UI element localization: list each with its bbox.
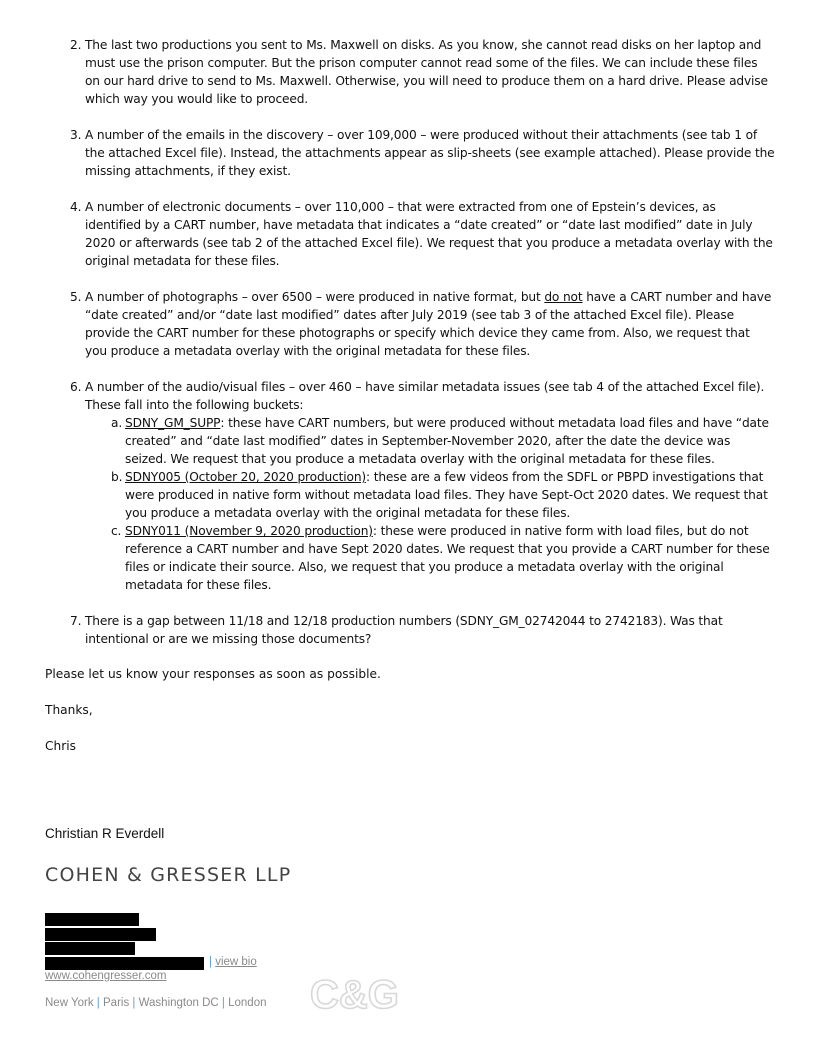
- view-bio-line: [209, 956, 257, 968]
- closing-thanks: Thanks,: [45, 703, 93, 717]
- item-number: 3.: [70, 128, 82, 142]
- separator: |: [221, 997, 225, 1009]
- sub-item-letter: b.: [111, 470, 123, 484]
- office-london: London: [228, 997, 267, 1009]
- redaction-bar: [45, 942, 135, 955]
- list-item-4: [45, 198, 775, 270]
- redaction-bar: [45, 928, 156, 941]
- firm-name: COHEN & GRESSER LLP: [45, 864, 292, 886]
- item-text: A number of electronic documents – over 110,000 – that were extracted from one of Epstein’s devices, as identified by a CART number, have metadata that indicates a “date created” or “date last modified” date in July 2020 or afterwards (see tab 2 of the attached Excel file). We request that you produce a metadata overlay with the original metadata for these files.: [85, 200, 773, 268]
- separator: |: [96, 997, 100, 1009]
- svg-text:C&G: C&G: [310, 973, 399, 1017]
- item-text: There is a gap between 11/18 and 12/18 production numbers (SDNY_GM_02742044 to 2742183). Was that intentional or are we missing those documents?: [85, 614, 723, 646]
- item-text: A number of photographs – over 6500 – were produced in native format, but: [85, 290, 545, 304]
- list-item-3: [45, 126, 775, 180]
- redaction-bar: [45, 913, 139, 926]
- numbered-list: [45, 36, 775, 648]
- closing-name: Chris: [45, 739, 76, 753]
- list-item-2: [45, 36, 775, 108]
- list-item-7: [45, 612, 775, 648]
- separator: |: [209, 956, 212, 968]
- item-text: The last two productions you sent to Ms. Maxwell on disks. As you know, she cannot read disks on her laptop and must use the prison computer. But the prison computer cannot read some of the files. We can include these files on our hard drive to send to Ms. Maxwell. Otherwise, you will need to produce them on a hard drive. Please advise which way you would like to proceed.: [85, 38, 768, 106]
- firm-logo-icon: [310, 970, 399, 1018]
- sub-item-a: [45, 414, 775, 468]
- closing-request: Please let us know your responses as soon as possible.: [45, 667, 381, 681]
- item-number: 6.: [70, 380, 82, 394]
- item-text: have a CART number and have “date created” and/or “date last modified” dates after July 2019 (see tab 3 of the attached Excel file). Please provide the CART number for these photographs or specify which device they came from. Also, we request that you produce a metadata overlay with the original metadata for these files.: [85, 290, 772, 358]
- sub-item-letter: a.: [111, 416, 123, 430]
- sub-item-label: SDNY011 (November 9, 2020 production): [125, 524, 373, 538]
- sub-item-c: [45, 522, 775, 594]
- item-number: 5.: [70, 290, 82, 304]
- view-bio-link[interactable]: view bio: [215, 956, 257, 968]
- separator: |: [132, 997, 136, 1009]
- item-number: 4.: [70, 200, 82, 214]
- item-number: 2.: [70, 38, 82, 52]
- item-text: A number of the audio/visual files – over 460 – have similar metadata issues (see tab 4 of the attached Excel file). These fall into the following buckets:: [85, 380, 765, 412]
- sub-item-label: SDNY_GM_SUPP: [125, 416, 221, 430]
- office-washington: Washington DC: [138, 997, 219, 1009]
- sub-item-text: : these have CART numbers, but were produced without metadata load files and have “date created” and “date last modified” dates in September-November 2020, after the date the device was seized. We request that you produce a metadata overlay with the original metadata for these files.: [125, 416, 769, 466]
- sub-item-letter: c.: [111, 524, 122, 538]
- website-line: [45, 970, 166, 982]
- item-text: A number of the emails in the discovery – over 109,000 – were produced without their attachments (see tab 1 of the attached Excel file). Instead, the attachments appear as slip-sheets (see example attached). Please provide the missing attachments, if they exist.: [85, 128, 775, 178]
- website-link[interactable]: www.cohengresser.com: [45, 970, 167, 982]
- underlined-text: do not: [544, 290, 583, 304]
- sub-item-text: : these were produced in native form with load files, but do not reference a CART number and have Sept 2020 dates. We request that you provide a CART number for these files or indicate their source. Also, we request that you produce a metadata overlay with the original metadata for these files.: [125, 524, 770, 592]
- list-item-5: [45, 288, 775, 360]
- sub-item-b: [45, 468, 775, 522]
- office-paris: Paris: [103, 997, 130, 1009]
- signature-name: Christian R Everdell: [45, 826, 165, 841]
- redaction-bar: [45, 957, 204, 970]
- item-number: 7.: [70, 614, 82, 628]
- sub-item-text: : these are a few videos from the SDFL or PBPD investigations that were produced in native form without metadata load files. They have Sept-Oct 2020 dates. We request that you produce a metadata overlay with the original metadata for these files.: [125, 470, 768, 520]
- office-new-york: New York: [45, 997, 94, 1009]
- sub-item-label: SDNY005 (October 20, 2020 production): [125, 470, 367, 484]
- list-item-6: [45, 378, 775, 414]
- offices-line: [45, 997, 267, 1009]
